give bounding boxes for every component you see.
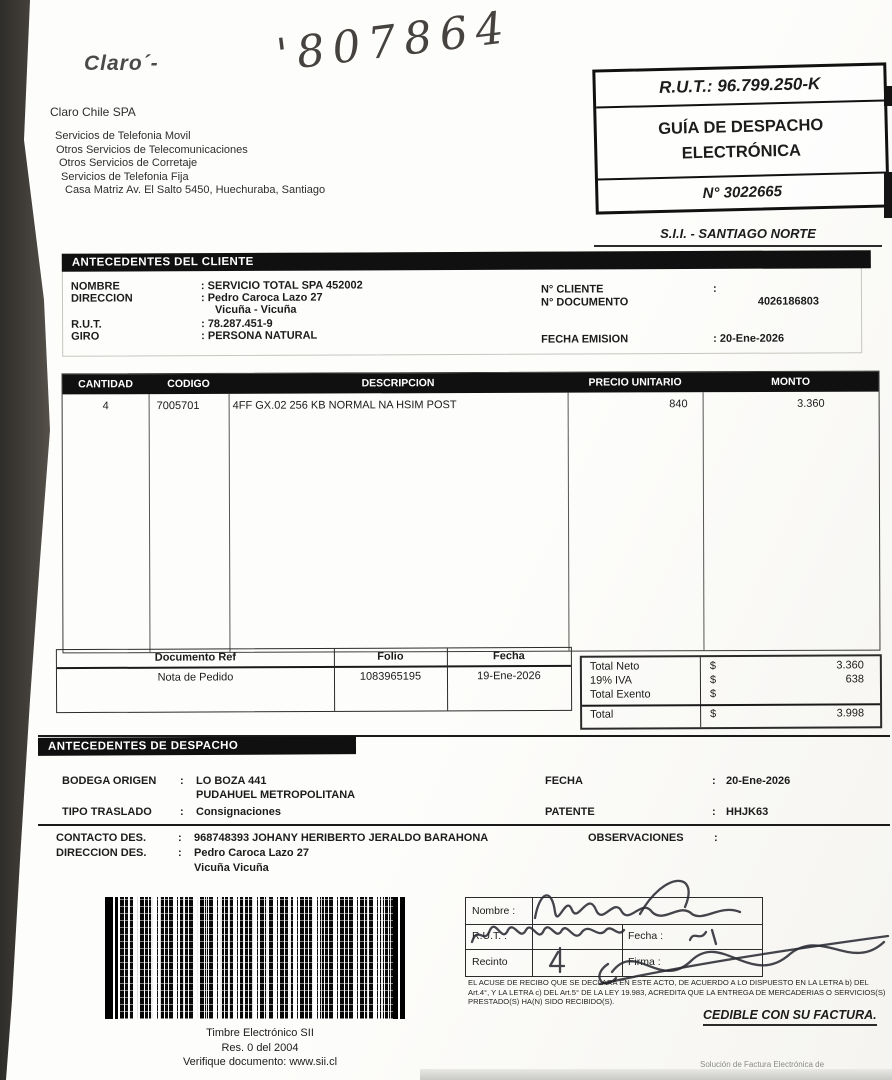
despacho-fecha-colon: : [712,775,716,787]
tipo-traslado-colon: : [180,806,184,818]
company-line: Otros Servicios de Telecomunicaciones [56,143,248,156]
document-type-title [596,101,886,178]
col-header-descripcion: DESCRIPCION [361,377,435,390]
patente-colon: : [712,806,716,818]
ref-fecha-value: 19-Ene-2026 [477,670,541,683]
item-cantidad: 4 [102,400,109,413]
item-precio-unitario: 840 [669,398,688,411]
cedible-note: CEDIBLE CON SU FACTURA. [703,1008,877,1026]
client-rut-label: R.U.T. [71,318,102,331]
client-address-label: DIRECCION [70,292,133,305]
company-name: Claro Chile SPA [50,105,136,119]
document-number-value: 4026186803 [757,295,820,308]
bodega-origen-label: BODEGA ORIGEN [62,775,157,787]
contacto-colon: : [178,832,182,844]
fecha-mark [690,930,716,944]
total-label: Total [590,708,614,721]
claro-logo: Claro´- [84,52,159,75]
total-neto-value: 3.360 [836,659,864,672]
document-number: N° 3022665 [598,171,887,211]
item-monto: 3.360 [797,397,825,410]
despacho-section-header: ANTECEDENTES DE DESPACHO [38,736,356,756]
emission-date-value: : 20-Ene-2026 [713,332,785,345]
bodega-origen-value: LO BOZA 441 [196,775,267,787]
rut-scribble [472,927,624,942]
iva-value: 638 [845,673,864,686]
client-name-value: : SERVICIO TOTAL SPA 452002 [200,279,363,293]
acuse-legal-text: EL ACUSE DE RECIBO QUE SE DECLARA EN ESTE ACTO, DE ACUERDO A LO DISPUESTO EN LA LETRA b) DEL Art.4°, Y LA LETRA c) DEL Art.5° DE LA LEY 19.983, ACREDITA QUE LA ENTREGA DE MERCADERIAS O SERVICIOS(S) PRESTADO(S) HA(N) SIDO RECIBIDO(S). [468,978,886,1006]
currency-sign: $ [709,674,717,687]
company-line: Casa Matriz Av. El Salto 5450, Huechuraba, Santiago [65,184,326,197]
firma-underline [600,936,888,984]
document-type-line2: ELECTRÓNICA [681,141,802,163]
observaciones-colon: : [714,832,718,844]
total-exento-label: Total Exento [589,688,651,701]
scan-artifact [884,86,892,106]
scan-artifact [884,172,892,218]
company-line: Servicios de Telefonia Movil [55,130,191,142]
contacto-label: CONTACTO DES. [56,832,147,844]
totals-column-divider [700,657,701,727]
column-divider [149,394,151,652]
timbre-line2: Res. 0 del 2004 [221,1041,299,1054]
totals-box [580,654,882,730]
direccion-destino-label: DIRECCION DES. [56,847,147,859]
item-descripcion: 4FF GX.02 256 KB NORMAL NA HSIM POST [232,399,457,412]
patente-value: HHJK63 [726,806,769,818]
reference-header-divider [57,665,571,669]
total-value: 3.998 [836,707,865,720]
acuse-firma-label: Firma : [628,956,661,968]
col-header-cantidad: CANTIDAD [78,378,133,391]
total-exento-value [732,687,864,688]
acuse-fecha-label: Fecha : [628,930,664,942]
items-table [62,371,881,654]
provider-footnote: Solución de Factura Electrónica de [700,1060,825,1069]
client-section-header: ANTECEDENTES DEL CLIENTE [62,250,871,272]
emission-date-label: FECHA EMISION [541,333,629,346]
bodega-origen-value2: PUDAHUEL METROPOLITANA [196,789,356,801]
timbre-line3: Verifique documento: www.sii.cl [182,1056,338,1068]
items-table-header [63,372,879,395]
reference-table [56,647,572,713]
ref-documento-value: Nota de Pedido [157,671,234,684]
column-divider [703,392,705,650]
acuse-nombre-label: Nombre : [472,905,516,917]
direccion-destino-value2: Vicuña Vicuña [194,862,269,874]
currency-sign: $ [709,688,717,701]
contacto-value: 968748393 JOHANY HERIBERTO JERALDO BARAHONA [194,832,489,844]
timbre-caption [120,1026,400,1070]
client-name-label: NOMBRE [70,280,120,293]
timbre-line1: Timbre Electrónico SII [206,1027,314,1039]
client-number-colon: : [712,282,717,295]
ref-header-folio: Folio [377,650,404,663]
acuse-rut-label: R.U.T. : [472,930,508,942]
currency-sign: $ [709,660,717,673]
scan-bottom-edge [420,1069,892,1080]
client-address-value2: Vicuña - Vicuña [215,303,297,317]
iva-label: 19% IVA [589,674,632,687]
client-giro-value: : PERSONA NATURAL [201,329,318,343]
ref-folio-value: 1083965195 [359,670,422,683]
item-codigo: 7005701 [156,399,200,413]
totals-total-divider [582,703,880,706]
ref-header-documento: Documento Ref [154,651,237,664]
tipo-traslado-label: TIPO TRASLADO [62,806,152,818]
column-divider [229,394,231,652]
sii-document-box [592,62,889,214]
col-header-precio-unitario: PRECIO UNITARIO [588,376,682,389]
company-line: Servicios de Telefonia Fija [61,170,189,183]
sii-office: S.I.I. - SANTIAGO NORTE [594,226,882,247]
company-service-lines [53,130,325,198]
acuse-recinto-label: Recinto [472,956,508,968]
issuer-rut: R.U.T.: 96.799.250-K [595,66,884,109]
total-neto-label: Total Neto [589,660,640,673]
patente-label: PATENTE [545,806,595,818]
company-line: Otros Servicios de Corretaje [59,157,198,170]
client-rut-value: : 78.287.451-9 [201,317,273,331]
ref-header-fecha: Fecha [492,650,525,663]
currency-sign: $ [710,708,717,721]
document-number-label: N° DOCUMENTO [540,296,629,309]
tipo-traslado-value: Consignaciones [196,806,281,818]
col-header-monto: MONTO [771,375,811,388]
direccion-destino-value: Pedro Caroca Lazo 27 [194,847,309,859]
client-section [62,250,862,356]
client-address-value: : Pedro Caroca Lazo 27 [200,291,323,305]
col-header-codigo: CODIGO [167,377,210,391]
direccion-destino-colon: : [178,847,182,859]
client-giro-label: GIRO [71,330,100,343]
timbre-pdf417-barcode [105,897,405,1019]
scan-background-edge [0,0,54,1080]
client-number-label: N° CLIENTE [540,283,604,296]
document-type-line1: GUÍA DE DESPACHO [658,115,824,139]
name-scribble [535,895,740,918]
despacho-fecha-value: 20-Ene-2026 [726,775,791,787]
despacho-mid-rule [38,824,890,826]
recinto-mark [550,948,564,972]
bodega-colon: : [180,775,184,787]
despacho-fecha-label: FECHA [545,775,583,787]
observaciones-label: OBSERVACIONES [588,832,684,844]
column-divider [568,393,570,651]
handwritten-number: '807864 [273,1,515,82]
